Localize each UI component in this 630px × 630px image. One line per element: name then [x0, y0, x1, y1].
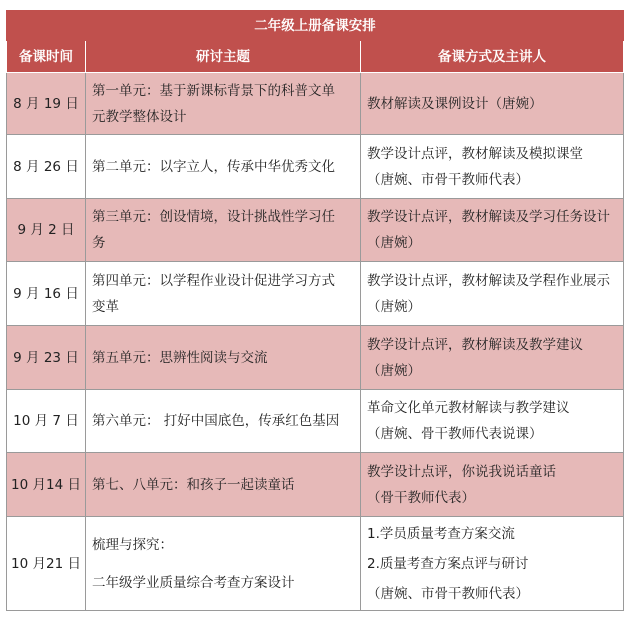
method-line: 教学设计点评，教材解读及模拟课堂	[367, 145, 583, 162]
row-method	[361, 199, 624, 262]
schedule-table	[6, 10, 624, 611]
method-line: （骨干教师代表）	[367, 489, 475, 506]
topic-line: 第四单元：以学程作业设计促进学习方式	[92, 272, 335, 289]
table-row	[7, 262, 624, 326]
row-topic	[86, 390, 361, 453]
table-row	[7, 517, 624, 611]
method-line: 1.学员质量考查方案交流	[367, 525, 515, 542]
header-date: 备课时间	[7, 41, 86, 73]
row-method	[361, 390, 624, 453]
method-line: （唐婉、市骨干教师代表）	[367, 171, 529, 188]
method-line: （唐婉）	[367, 298, 421, 315]
table-row	[7, 326, 624, 390]
row-method	[361, 517, 624, 611]
row-date: 10 月21 日	[7, 517, 86, 611]
method-line: 教学设计点评，你说我说话童话	[367, 463, 556, 480]
row-topic	[86, 517, 361, 611]
method-line: 教学设计点评，教材解读及学程作业展示	[367, 272, 610, 289]
topic-line: 第五单元：思辨性阅读与交流	[92, 349, 268, 366]
row-topic	[86, 326, 361, 390]
method-line: 革命文化单元教材解读与教学建议	[367, 400, 570, 416]
topic-line: 变革	[92, 298, 119, 315]
row-method	[361, 262, 624, 326]
topic-line: 第二单元：以字立人，传承中华优秀文化	[92, 158, 335, 175]
row-topic	[86, 453, 361, 517]
row-topic	[86, 73, 361, 135]
row-date: 8 月 26 日	[7, 135, 86, 199]
row-date: 8 月 19 日	[7, 73, 86, 135]
table-header-row	[7, 41, 624, 73]
table-row	[7, 453, 624, 517]
topic-line: 第一单元：基于新课标背景下的科普文单	[92, 82, 335, 99]
topic-line: 务	[92, 235, 106, 251]
topic-line: 第六单元： 打好中国底色，传承红色基因	[92, 413, 340, 429]
table-row	[7, 390, 624, 453]
row-method	[361, 326, 624, 390]
topic-line: 二年级学业质量综合考查方案设计	[92, 574, 295, 591]
row-topic	[86, 135, 361, 199]
row-method	[361, 73, 624, 135]
schedule-table-container	[6, 10, 623, 611]
header-method: 备课方式及主讲人	[361, 41, 624, 73]
row-date: 9 月 16 日	[7, 262, 86, 326]
method-line: （唐婉、市骨干教师代表）	[367, 585, 529, 602]
topic-line: 元教学整体设计	[92, 108, 187, 125]
row-date: 9 月 2 日	[7, 199, 86, 262]
topic-line: 第三单元：创设情境，设计挑战性学习任	[92, 209, 335, 225]
table-title: 二年级上册备课安排	[7, 11, 624, 41]
row-date: 9 月 23 日	[7, 326, 86, 390]
table-row	[7, 73, 624, 135]
method-line: 教学设计点评，教材解读及学习任务设计	[367, 209, 610, 225]
row-topic	[86, 199, 361, 262]
row-date: 10 月14 日	[7, 453, 86, 517]
table-row	[7, 135, 624, 199]
table-row	[7, 199, 624, 262]
method-line: （唐婉）	[367, 235, 421, 251]
method-line: 2.质量考查方案点评与研讨	[367, 555, 529, 572]
method-line: （唐婉）	[367, 362, 421, 379]
method-line: （唐婉、骨干教师代表说课）	[367, 426, 543, 442]
topic-line: 第七、八单元：和孩子一起读童话	[92, 476, 295, 493]
topic-line: 梳理与探究：	[92, 536, 173, 553]
header-topic: 研讨主题	[86, 41, 361, 73]
method-line: 教材解读及课例设计（唐婉）	[367, 95, 543, 112]
method-line: 教学设计点评，教材解读及教学建议	[367, 336, 583, 353]
row-date: 10 月 7 日	[7, 390, 86, 453]
row-method	[361, 135, 624, 199]
row-topic	[86, 262, 361, 326]
row-method	[361, 453, 624, 517]
